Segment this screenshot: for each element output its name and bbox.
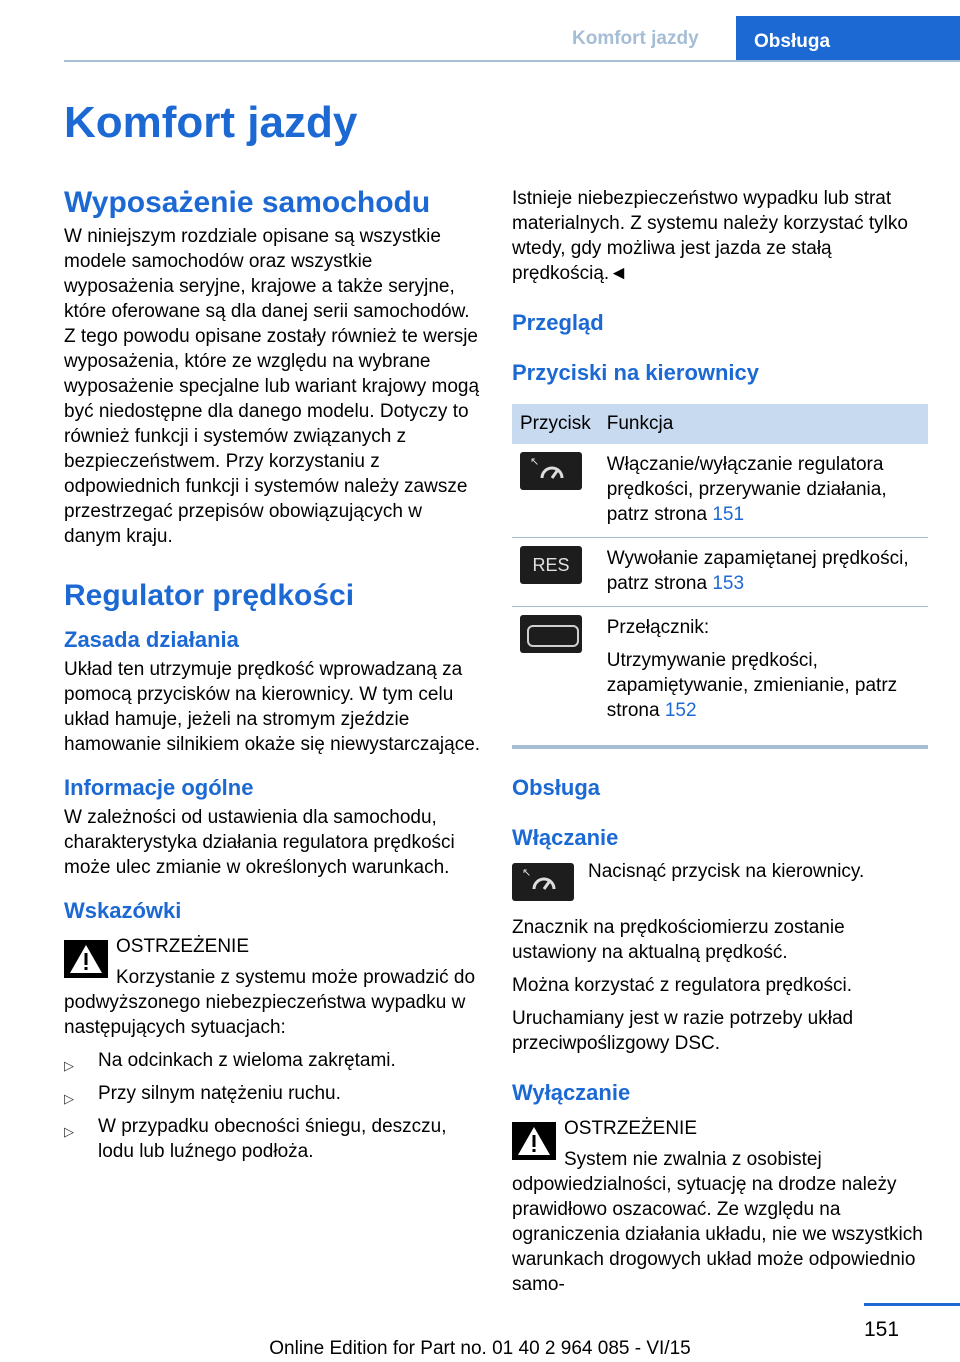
header-rule	[64, 60, 960, 62]
warning-block	[512, 1116, 930, 1141]
table-cell: Przełącznik: Utrzymywanie prędkości, zapamiętywanie, zmienianie, patrz strona 152	[599, 607, 928, 748]
svg-text:↖: ↖	[522, 866, 532, 879]
paragraph-press-button: Nacisnąć przycisk na kierownicy.	[588, 861, 865, 882]
cruise-control-icon	[520, 452, 582, 490]
triangle-bullet-icon: ▷	[64, 1124, 74, 1139]
heading-cruise-control: Regulator prędkości	[64, 579, 355, 612]
page-title: Komfort jazdy	[64, 98, 358, 147]
cruise-control-icon	[512, 863, 574, 901]
triangle-bullet-icon: ▷	[64, 1091, 74, 1106]
heading-operation: Obsługa	[512, 775, 601, 800]
paragraph-can-use: Można korzystać z regulatora prędkości.	[512, 975, 853, 996]
table-row	[512, 607, 928, 748]
heading-switch-on: Włączanie	[512, 825, 619, 850]
warning-title: OSTRZEŻENIE	[564, 1118, 698, 1139]
right-column	[512, 186, 930, 1297]
page-number: 151	[864, 1318, 900, 1341]
page-link[interactable]: 151	[712, 504, 745, 525]
table-cell: Włączanie/wyłączanie regulatora prędkości, przerywanie działania, patrz strona 151	[599, 444, 928, 538]
heading-switch-off: Wyłączanie	[512, 1080, 631, 1105]
paragraph-dsc: Uruchamiany jest w razie potrzeby układ przeciwpoślizgowy DSC.	[512, 1008, 854, 1054]
paragraph-risk: Istnieje niebezpieczeństwo wypadku lub strat materialnych. Z systemu należy korzystać tylko wtedy, gdy możliwa jest jazda ze stałą prędkością.◄	[512, 188, 908, 284]
heading-principle: Zasada działania	[64, 627, 239, 652]
table-row	[512, 444, 928, 538]
heading-equipment: Wyposażenie samochodu	[64, 186, 431, 219]
page-link[interactable]: 152	[664, 700, 697, 721]
warning-icon	[64, 940, 108, 978]
heading-buttons: Przyciski na kierownicy	[512, 360, 760, 385]
list-item: ▷ Przy silnym natężeniu ruchu.	[64, 1081, 482, 1106]
switch-on-row	[512, 859, 930, 907]
left-column	[64, 186, 482, 1164]
page-header	[0, 0, 960, 62]
section-tab: Komfort jazdy	[572, 28, 699, 49]
heading-general: Informacje ogólne	[64, 775, 254, 800]
heading-overview: Przegląd	[512, 310, 604, 335]
res-icon: RES	[520, 546, 582, 584]
warning-text: System nie zwalnia z osobistej odpowiedzialności, sytuację na drodze należy prawidłowo oszacować. Ze względu na ograniczenia działania układu, nie we wszystkich warunkach drogowych układ może odpowiednio samo-	[512, 1149, 923, 1295]
rocker-switch-icon	[520, 615, 582, 653]
active-tab: Obsługa	[736, 16, 960, 60]
paragraph-general: W zależności od ustawienia dla samochodu, charakterystyka działania regulatora prędkości może ulec zmianie w określonych warunkach.	[64, 807, 455, 878]
table-cell: Wywołanie zapamiętanej prędkości, patrz strona 153	[599, 538, 928, 607]
paragraph-equipment: W niniejszym rozdziale opisane są wszystkie modele samochodów oraz wszystkie wyposażenia seryjne, krajowe a także seryjne, które oferowane są dla danej serii samochodów. Z tego powodu opisane zostały również te wersje wyposażenia, które ze względu na wybrane wyposażenie specjalne lub wariant krajowy mogą być niedostępne dla danego modelu. Dotyczy to również funkcji i systemów związanych z bezpieczeństwem. Przy korzystaniu z odpowiednich funkcji i systemów należy zawsze przestrzegać przepisów obowiązujących w danym kraju.	[64, 226, 480, 547]
buttons-table	[512, 404, 928, 749]
column-header-function: Funkcja	[599, 404, 928, 444]
paragraph-marker: Znacznik na prędkościomierzu zostanie ustawiony na aktualną prędkość.	[512, 917, 845, 963]
column-header-button: Przycisk	[512, 404, 599, 444]
warning-text: Korzystanie z systemu może prowadzić do podwyższonego niebezpieczeństwa wypadku w następujących sytuacjach:	[64, 967, 476, 1038]
paragraph-principle: Układ ten utrzymuje prędkość wprowadzaną za pomocą przycisków na kierownicy. W tym celu układ hamuje, jeżeli na stromym zjeździe hamowanie silnikiem okaże się niewystarczające.	[64, 659, 481, 755]
warning-block	[64, 934, 482, 959]
warning-icon	[512, 1122, 556, 1160]
warning-title: OSTRZEŻENIE	[116, 936, 250, 957]
heading-hints: Wskazówki	[64, 898, 182, 923]
list-item: ▷ W przypadku obecności śniegu, deszczu, lodu lub luźnego podłoża.	[64, 1116, 447, 1162]
svg-text:↖: ↖	[530, 455, 540, 468]
footer-edition: Online Edition for Part no. 01 40 2 964 085 - VI/15	[269, 1338, 691, 1359]
footer-rule	[864, 1303, 960, 1306]
page-link[interactable]: 153	[712, 573, 745, 594]
hazard-list	[64, 1048, 482, 1164]
triangle-bullet-icon: ▷	[64, 1058, 74, 1073]
list-item: ▷ Na odcinkach z wieloma zakrętami.	[64, 1048, 482, 1073]
table-header-row	[512, 404, 928, 444]
table-row	[512, 538, 928, 607]
